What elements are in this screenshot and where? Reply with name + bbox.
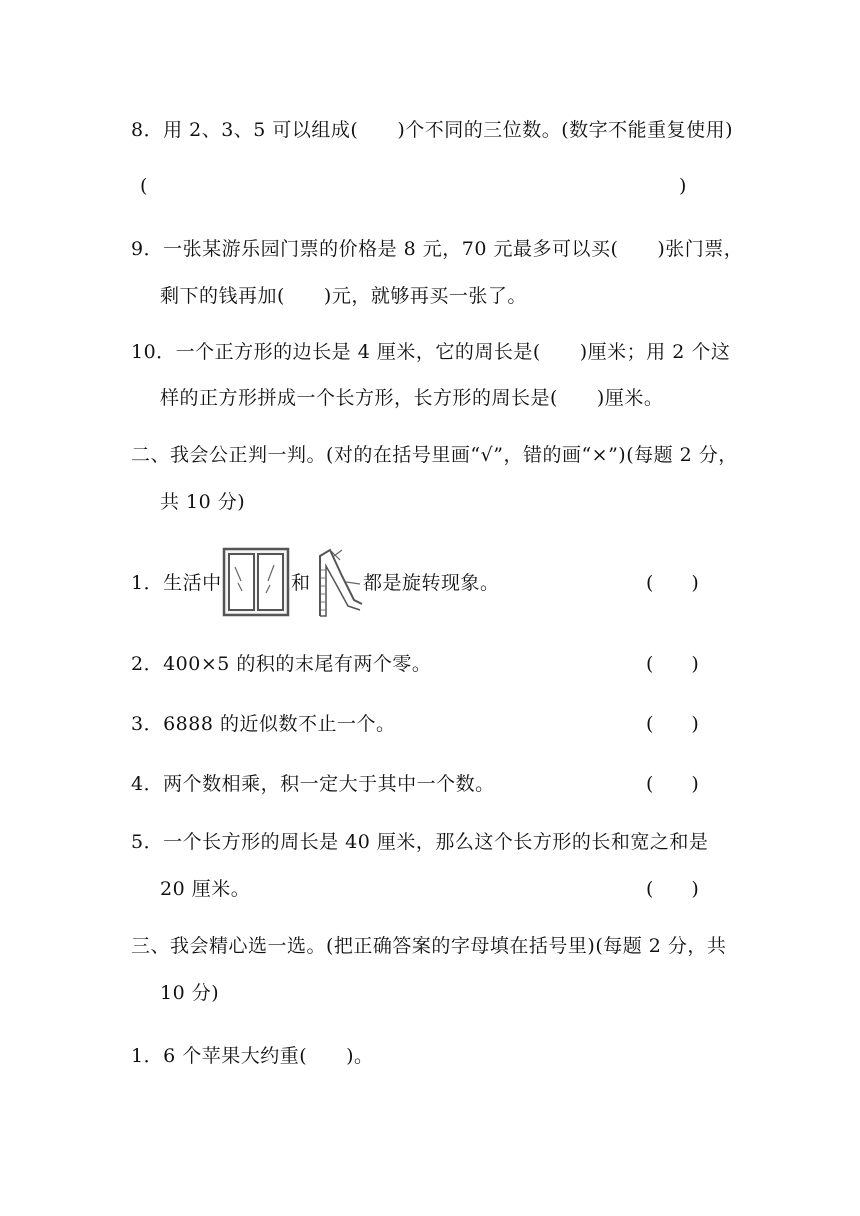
section-2-header-line2: 共 10 分) <box>160 491 246 513</box>
section-3-header-line1: 三、我会精心选一选。(把正确答案的字母填在括号里)(每题 2 分，共 <box>131 935 727 957</box>
section-3-header-line2: 10 分) <box>160 982 220 1004</box>
escalator-icon <box>316 546 364 618</box>
section-2-q1-suffix: 都是旋转现象。 <box>363 572 500 594</box>
question-10-line1: 10．一个正方形的边长是 4 厘米，它的周长是( )厘米；用 2 个这 <box>131 341 731 363</box>
answer-paren-q1: ( ) <box>646 572 699 594</box>
answer-paren-q3: ( ) <box>646 713 699 735</box>
question-9-line2: 剩下的钱再加( )元，就够再买一张了。 <box>160 285 527 307</box>
section-2-q3: 3．6888 的近似数不止一个。 <box>131 713 396 735</box>
answer-paren-q4: ( ) <box>646 773 699 795</box>
section-2-q4: 4．两个数相乘，积一定大于其中一个数。 <box>131 773 495 795</box>
question-10-line2: 样的正方形拼成一个长方形，长方形的周长是( )厘米。 <box>160 387 664 409</box>
section-2-q5-line2: 20 厘米。 <box>160 878 251 900</box>
answer-paren-q5: ( ) <box>646 878 699 900</box>
question-8: 8．用 2、3、5 可以组成( )个不同的三位数。(数字不能重复使用) <box>131 119 734 141</box>
section-3-q1: 1．6 个苹果大约重( )。 <box>131 1045 374 1067</box>
question-9-line1: 9．一张某游乐园门票的价格是 8 元，70 元最多可以买( )张门票， <box>131 238 744 260</box>
section-2-q5-line1: 5．一个长方形的周长是 40 厘米，那么这个长方形的长和宽之和是 <box>131 831 709 853</box>
section-2-q1-middle: 和 <box>291 572 311 594</box>
window-icon <box>222 547 290 617</box>
judge-paren-left: ( <box>140 175 148 197</box>
section-2-q2: 2．400×5 的积的末尾有两个零。 <box>131 653 432 675</box>
answer-paren-q2: ( ) <box>646 653 699 675</box>
section-2-q1-prefix: 1．生活中 <box>131 572 222 594</box>
section-2-header-line1: 二、我会公正判一判。(对的在括号里画“√”，错的画“×”)(每题 2 分， <box>131 444 738 466</box>
judge-paren-right: ) <box>679 175 687 197</box>
